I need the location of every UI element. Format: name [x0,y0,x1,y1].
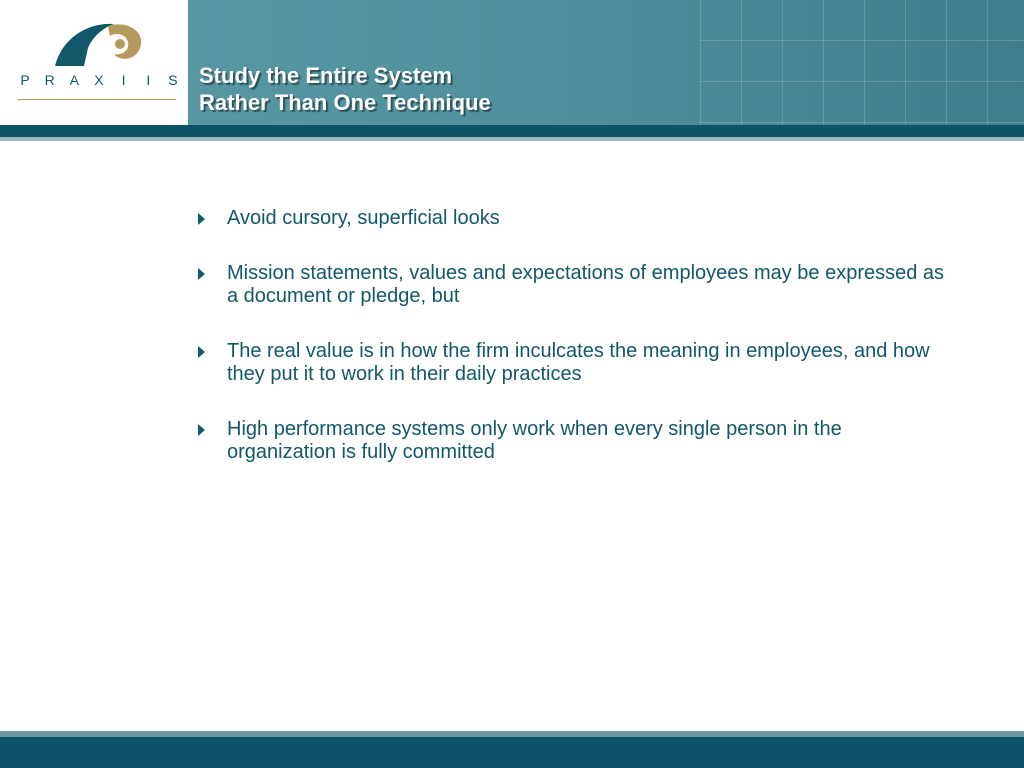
slide-title-line-1: Study the Entire System [199,63,453,88]
logo-letter: I [121,72,126,88]
bullet-item [195,262,955,308]
bullet-item [195,207,955,230]
header-divider-band [0,125,1024,137]
triangle-bullet-icon [198,268,205,280]
logo-panel [0,0,188,125]
footer-band [0,737,1024,768]
logo-letter: I [146,72,151,88]
bullet-item [195,418,955,464]
slide-title [199,62,759,116]
logo-letter: X [94,72,104,88]
bullet-item [195,340,955,386]
praxiis-logo-mark [50,18,150,70]
logo-letter: S [168,72,178,88]
bullet-text: Mission statements, values and expectations of employees may be expressed as a document or pledge, but [227,262,945,307]
bullet-text: Avoid cursory, superficial looks [227,207,500,229]
slide-title-line-2: Rather Than One Technique [199,90,491,115]
logo-letter: R [44,72,55,88]
bullet-list [195,207,955,496]
triangle-bullet-icon [198,346,205,358]
logo-letter: A [69,72,79,88]
header-divider-accent [0,137,1024,141]
logo-underline [18,99,176,100]
bullet-text: High performance systems only work when every single person in the organization is fully committed [227,418,842,463]
bullet-text: The real value is in how the firm inculcates the meaning in employees, and how they put it to work in their daily practices [227,340,930,385]
triangle-bullet-icon [198,213,205,225]
praxiis-wordmark [14,72,184,88]
triangle-bullet-icon [198,424,205,436]
logo-letter: P [20,72,30,88]
